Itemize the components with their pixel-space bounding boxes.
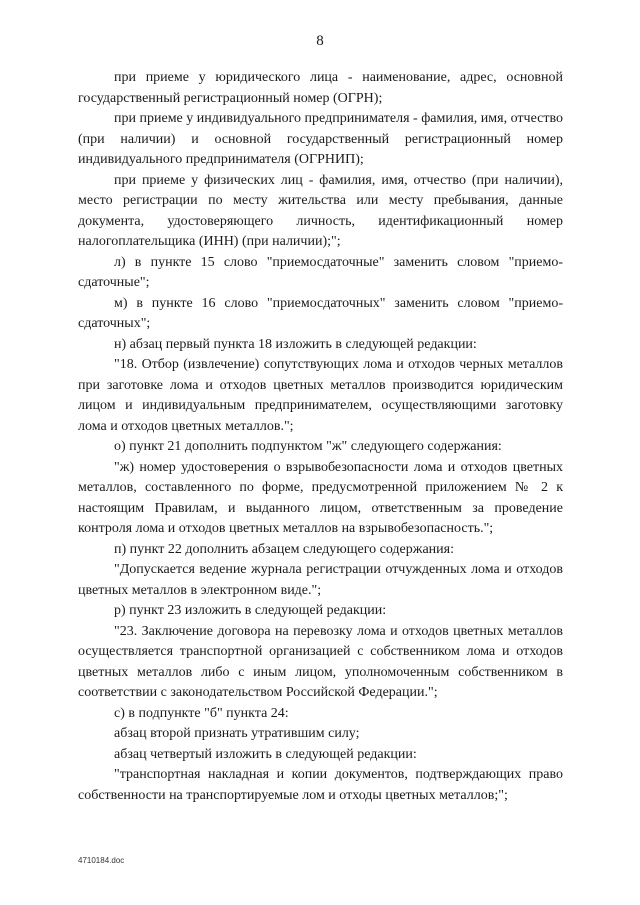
paragraph: "ж) номер удостоверения о взрывобезопасности лома и отходов цветных металлов, составленного по форме, предусмотренной приложением № 2 к настоящим Правилам, и выданного лицом, ответственным за проведение контроля лома и отходов цветных металлов на взрывобезопасность."; <box>78 459 563 536</box>
page-number: 8 <box>316 33 324 49</box>
paragraph: при приеме у юридического лица - наименование, адрес, основной государственный регистрационный номер (ОГРН); <box>78 70 563 106</box>
paragraph: м) в пункте 16 слово "приемосдаточных" заменить словом "приемо-сдаточных"; <box>78 295 563 331</box>
paragraph: "транспортная накладная и копии документов, подтверждающих право собственности на транспортируемые лом и отходы цветных металлов;"; <box>78 767 563 803</box>
paragraph: н) абзац первый пункта 18 изложить в следующей редакции: <box>114 336 477 352</box>
paragraph: при приеме у физических лиц - фамилия, имя, отчество (при наличии), место регистрации по месту жительства или месту пребывания, данные документа, удостоверяющего личность, идентификационный номер налогоплательщика (ИНН) (при наличии);"; <box>78 172 563 249</box>
paragraph: п) пункт 22 дополнить абзацем следующего содержания: <box>114 541 454 557</box>
paragraph: р) пункт 23 изложить в следующей редакции: <box>114 603 387 618</box>
paragraph: с) в подпункте "б" пункта 24: <box>114 705 289 721</box>
footer-filename: 4710184.doc <box>78 856 125 865</box>
paragraph: "18. Отбор (извлечение) сопутствующих лома и отходов черных металлов при заготовке лома и отходов цветных металлов производится юридическим лицом и индивидуальным предпринимателем, осуществляющими заготовку лома и отходов цветных металлов."; <box>78 357 563 434</box>
paragraph: о) пункт 21 дополнить подпунктом "ж" следующего содержания: <box>114 439 502 454</box>
paragraph: л) в пункте 15 слово "приемосдаточные" заменить словом "приемо-сдаточные"; <box>78 254 563 290</box>
paragraph: абзац второй признать утратившим силу; <box>114 726 360 741</box>
paragraph: абзац четвертый изложить в следующей редакции: <box>114 746 417 762</box>
paragraph: при приеме у индивидуального предпринимателя - фамилия, имя, отчество (при наличии) и основной государственный регистрационный номер индивидуального предпринимателя (ОГРНИП); <box>78 111 563 167</box>
document-body <box>78 68 563 806</box>
paragraph: "23. Заключение договора на перевозку лома и отходов цветных металлов осуществляется транспортной организацией с собственником лома и отходов цветных металлов либо с иным лицом, уполномоченным собственником в соответствии с законодательством Российской Федерации."; <box>78 623 563 700</box>
paragraph: "Допускается ведение журнала регистрации отчужденных лома и отходов цветных металлов в электронном виде."; <box>78 562 563 598</box>
